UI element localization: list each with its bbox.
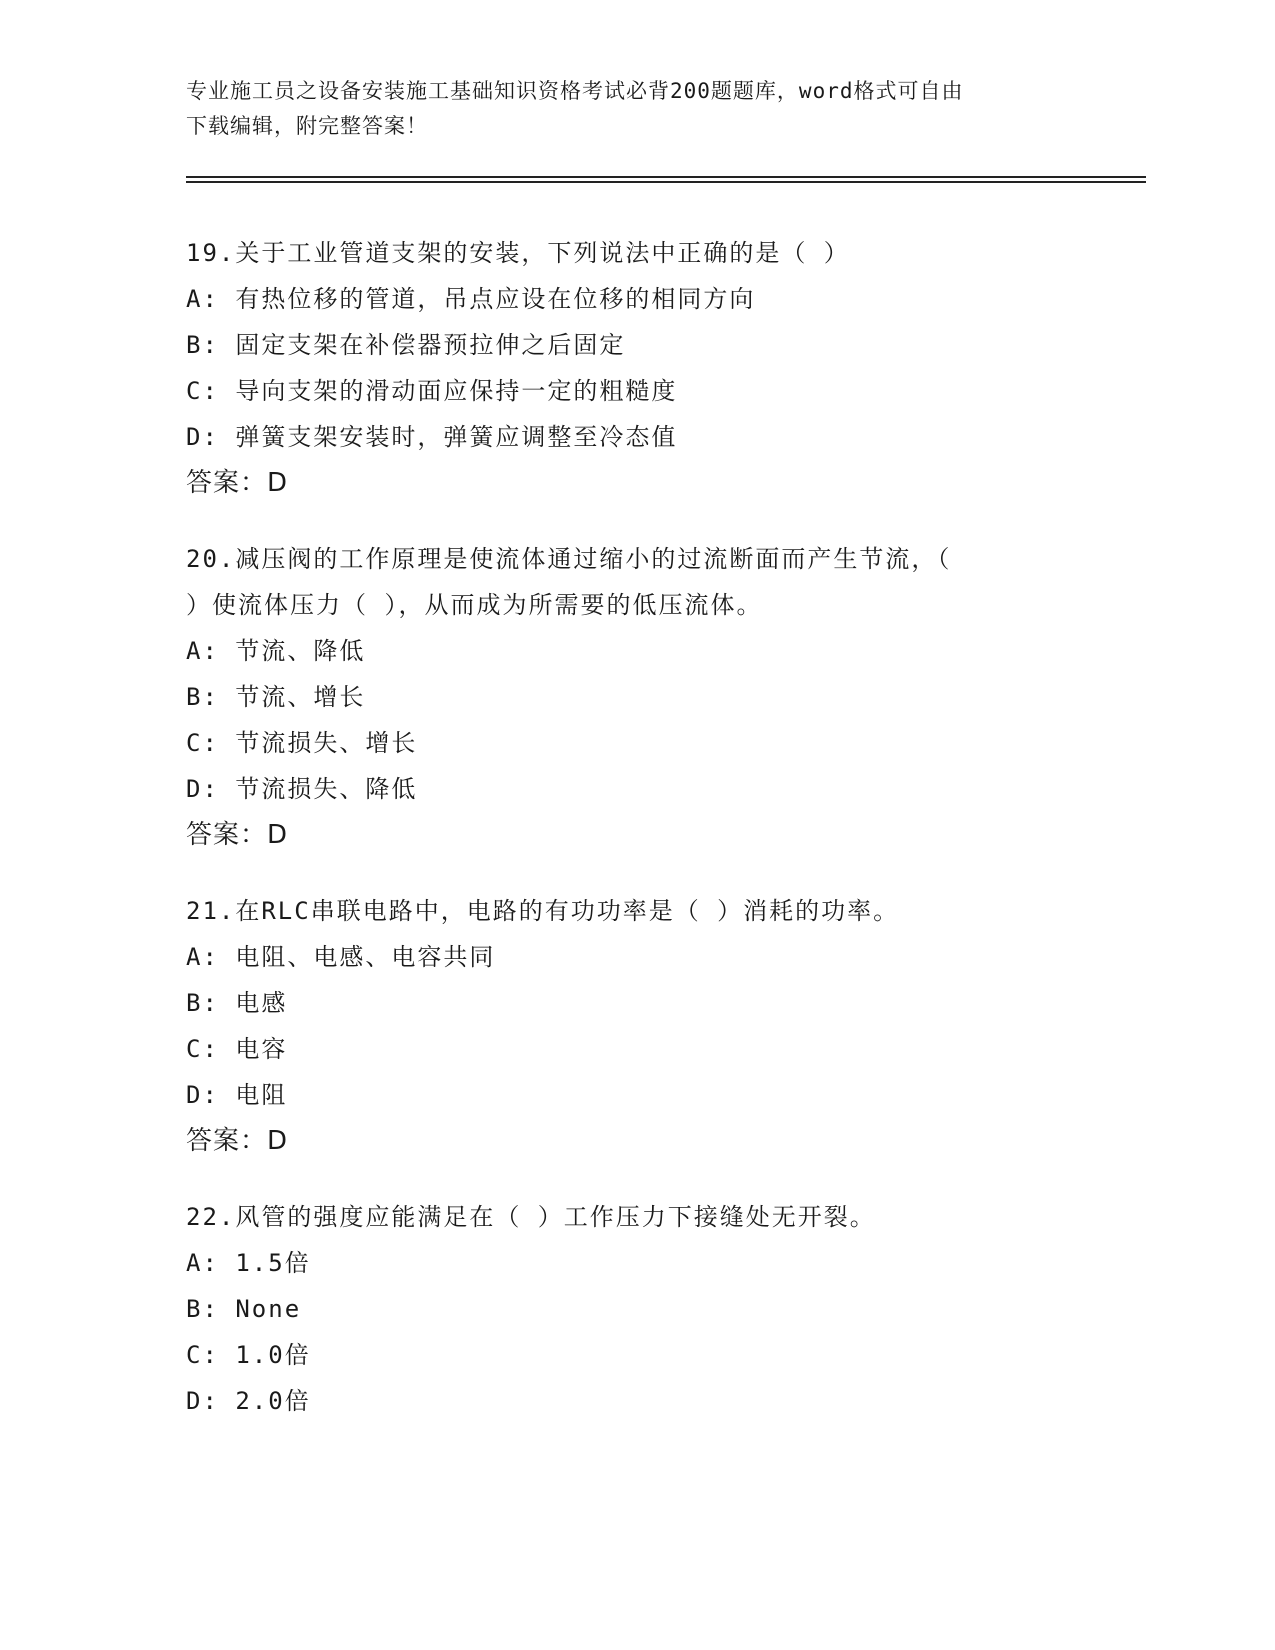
question-stem: 19.关于工业管道支架的安装，下列说法中正确的是（ ） [186,239,850,267]
option-a: A: 节流、降低 [186,637,366,665]
option-c: C: 节流损失、增长 [186,729,418,757]
option-a: A: 电阻、电感、电容共同 [186,943,496,971]
option-d: D: 弹簧支架安装时，弹簧应调整至冷态值 [186,423,678,451]
question-stem: 20.减压阀的工作原理是使流体通过缩小的过流断面而产生节流，（ ）使流体压力（ ），从而成为所需要的低压流体。 [186,545,952,619]
question-22 [186,1194,1086,1424]
option-a: A: 1.5倍 [186,1249,311,1277]
answer-label: 答案： [186,1126,268,1156]
option-b: B: 节流、增长 [186,683,366,711]
option-d: D: 电阻 [186,1081,288,1109]
answer-value: D [267,468,289,498]
question-stem: 22.风管的强度应能满足在（ ）工作压力下接缝处无开裂。 [186,1203,876,1231]
answer-value: D [267,1126,289,1156]
option-b: B: 电感 [186,989,288,1017]
question-stem: 21.在RLC串联电路中，电路的有功功率是（ ）消耗的功率。 [186,897,900,925]
answer-label: 答案： [186,468,268,498]
question-19 [186,230,1086,506]
option-c: C: 1.0倍 [186,1341,311,1369]
option-b: B: 固定支架在补偿器预拉伸之后固定 [186,331,626,359]
answer-line [186,460,1086,506]
option-d: D: 节流损失、降低 [186,775,418,803]
option-c: C: 导向支架的滑动面应保持一定的粗糙度 [186,377,678,405]
question-list [186,230,1086,1454]
answer-value: D [267,820,289,850]
option-b: B: None [186,1295,302,1323]
question-21 [186,888,1086,1164]
option-a: A: 有热位移的管道，吊点应设在位移的相同方向 [186,285,756,313]
answer-label: 答案： [186,820,268,850]
answer-line [186,812,1086,858]
question-20 [186,536,1086,858]
header-rule-bottom [186,181,1146,183]
document-header: 专业施工员之设备安装施工基础知识资格考试必背200题题库，word格式可自由 下载编辑，附完整答案！ [186,79,964,138]
option-c: C: 电容 [186,1035,288,1063]
option-d: D: 2.0倍 [186,1387,311,1415]
answer-line [186,1118,1086,1164]
header-rule-top [186,176,1146,178]
